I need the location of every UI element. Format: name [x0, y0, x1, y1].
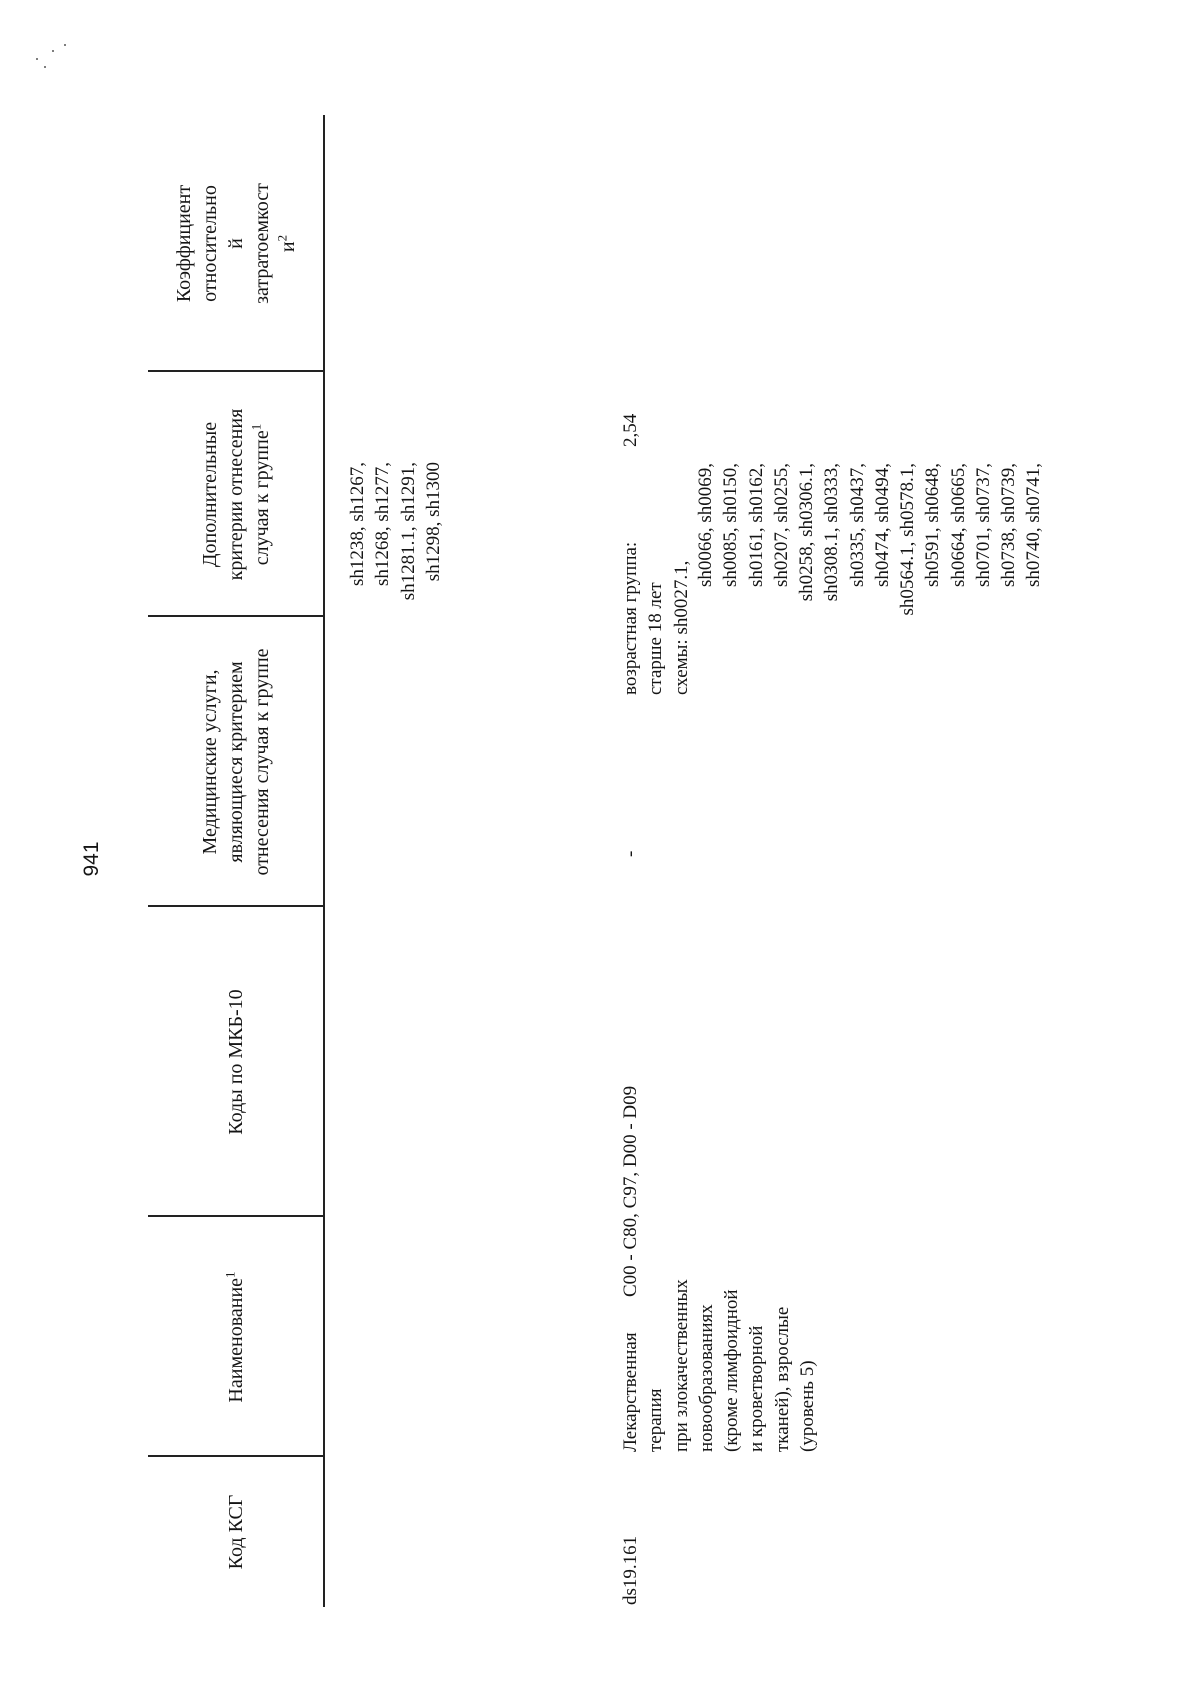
row-coefficient-cell: 2,54 [620, 413, 641, 447]
header-code: Код КСГ [224, 1494, 247, 1570]
row-services-cell: - [620, 850, 641, 857]
continuation-criteria-cell: sh1238, sh1267, sh1268, sh1277, sh1281.1, sh1291, sh1298, sh1300 [347, 462, 444, 601]
header-name: Наименование$^1$ [221, 1271, 247, 1403]
header-coefficient: Коэффициент относительно й затратоемкост $и^2$ [172, 183, 299, 304]
row-icd-codes-cell: C00 - C80, C97, D00 - D09 [620, 1085, 641, 1297]
row-criteria-list: sh0066, sh0069, sh0085, sh0150, sh0161, sh0162, sh0207, sh0255, sh0258, sh0306.1, sh0308.1, sh0333, sh0335, sh0437, sh0474, sh0494, sh0564.1, sh0578.1, sh0591, sh0648, sh0664, sh0665, sh0701, sh0737, sh0738, sh0739, sh0740, sh0741, [695, 463, 1045, 616]
header-bottom-rule [323, 115, 325, 1607]
header-icd-codes: Коды по МКБ-10 [224, 989, 247, 1135]
row-code-cell: ds19.161 [620, 1535, 641, 1605]
row-name-cell: Лекарственная терапия при злокачественных новообразованиях (кроме лимфоидной и кроветворной тканей), взрослые (уровень 5) [620, 1279, 818, 1452]
header-criteria: Дополнительные критерии отнесения случая к группе$^1$ [198, 408, 273, 581]
table-header-row [148, 115, 323, 1607]
row-criteria-head: возрастная группа: старше 18 лет схемы: sh0027.1, [620, 541, 692, 695]
page-number: 941 [80, 841, 103, 877]
header-services: Медицинские услуги, являющиеся критерием отнесения случая к группе [198, 648, 273, 876]
